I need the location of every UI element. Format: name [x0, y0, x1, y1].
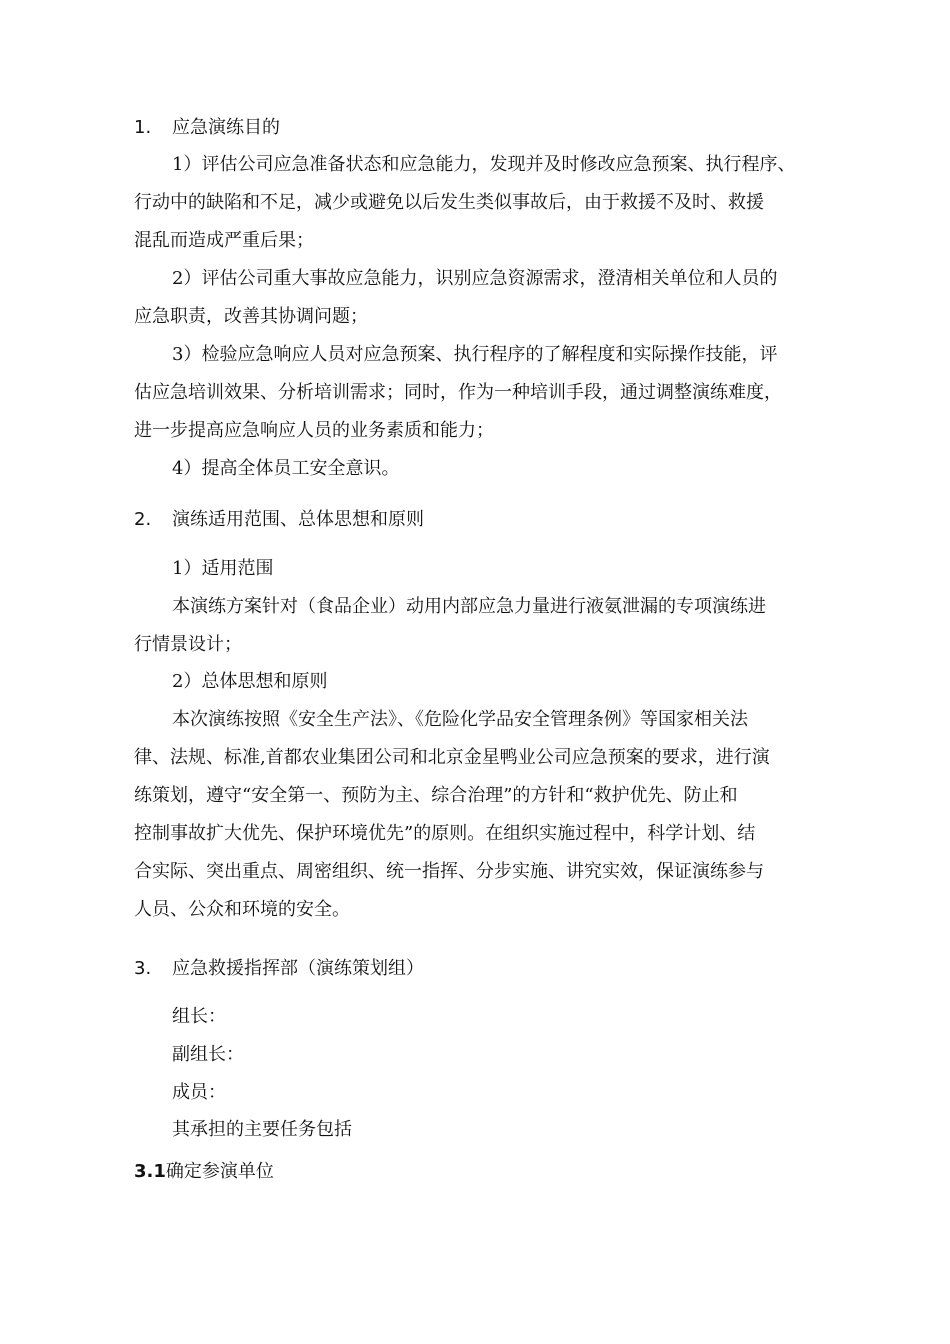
subsection-number: 3.1 — [134, 1161, 166, 1182]
section-number: 3. — [134, 958, 152, 979]
section-2-heading — [134, 508, 424, 532]
paragraph-line: 练策划，遵守“安全第一、预防为主、综合治理”的方针和“救护优先、防止和 — [134, 785, 738, 806]
section-number: 1. — [134, 117, 152, 138]
paragraph-line: 进一步提高应急响应人员的业务素质和能力； — [134, 420, 494, 441]
paragraph-line: 2）总体思想和原则 — [172, 671, 328, 692]
section-3-heading — [134, 957, 424, 981]
paragraph-line: 副组长： — [172, 1044, 244, 1065]
section-1-heading — [134, 116, 280, 140]
paragraph-line: 2）评估公司重大事故应急能力，识别应急资源需求，澄清相关单位和人员的 — [172, 268, 778, 289]
paragraph-line: 成员： — [172, 1082, 226, 1103]
paragraph-line: 人员、公众和环境的安全。 — [134, 899, 350, 920]
paragraph-line: 1）适用范围 — [172, 558, 274, 579]
section-title: 演练适用范围、总体思想和原则 — [172, 509, 424, 530]
paragraph-line: 本次演练按照《安全生产法》、《危险化学品安全管理条例》等国家相关法 — [172, 709, 748, 730]
paragraph-line: 混乱而造成严重后果； — [134, 230, 314, 251]
paragraph-line: 合实际、突出重点、周密组织、统一指挥、分步实施、讲究实效，保证演练参与 — [134, 861, 764, 882]
section-title: 应急救援指挥部（演练策划组） — [172, 958, 424, 979]
paragraph-line: 应急职责，改善其协调问题； — [134, 306, 368, 327]
paragraph-line: 其承担的主要任务包括 — [172, 1119, 352, 1140]
paragraph-line: 行情景设计； — [134, 634, 242, 655]
subsection-title: 确定参演单位 — [165, 1161, 274, 1182]
paragraph-line: 行动中的缺陷和不足，减少或避免以后发生类似事故后，由于救援不及时、救援 — [134, 192, 764, 213]
paragraph-line: 1）评估公司应急准备状态和应急能力，发现并及时修改应急预案、执行程序、 — [172, 154, 796, 175]
paragraph-line: 律、法规、标准,首都农业集团公司和北京金星鸭业公司应急预案的要求，进行演 — [134, 747, 770, 768]
paragraph-line: 4）提高全体员工安全意识。 — [172, 458, 400, 479]
section-title: 应急演练目的 — [172, 117, 280, 138]
paragraph-line: 3）检验应急响应人员对应急预案、执行程序的了解程度和实际操作技能，评 — [172, 344, 778, 365]
subsection-heading — [134, 1160, 274, 1184]
paragraph-line: 组长： — [172, 1006, 226, 1027]
paragraph-line: 估应急培训效果、分析培训需求；同时，作为一种培训手段，通过调整演练难度， — [134, 382, 782, 403]
paragraph-line: 控制事故扩大优先、保护环境优先”的原则。在组织实施过程中，科学计划、结 — [134, 823, 756, 844]
section-number: 2. — [134, 509, 152, 530]
paragraph-line: 本演练方案针对（食品企业）动用内部应急力量进行液氨泄漏的专项演练进 — [172, 596, 766, 617]
